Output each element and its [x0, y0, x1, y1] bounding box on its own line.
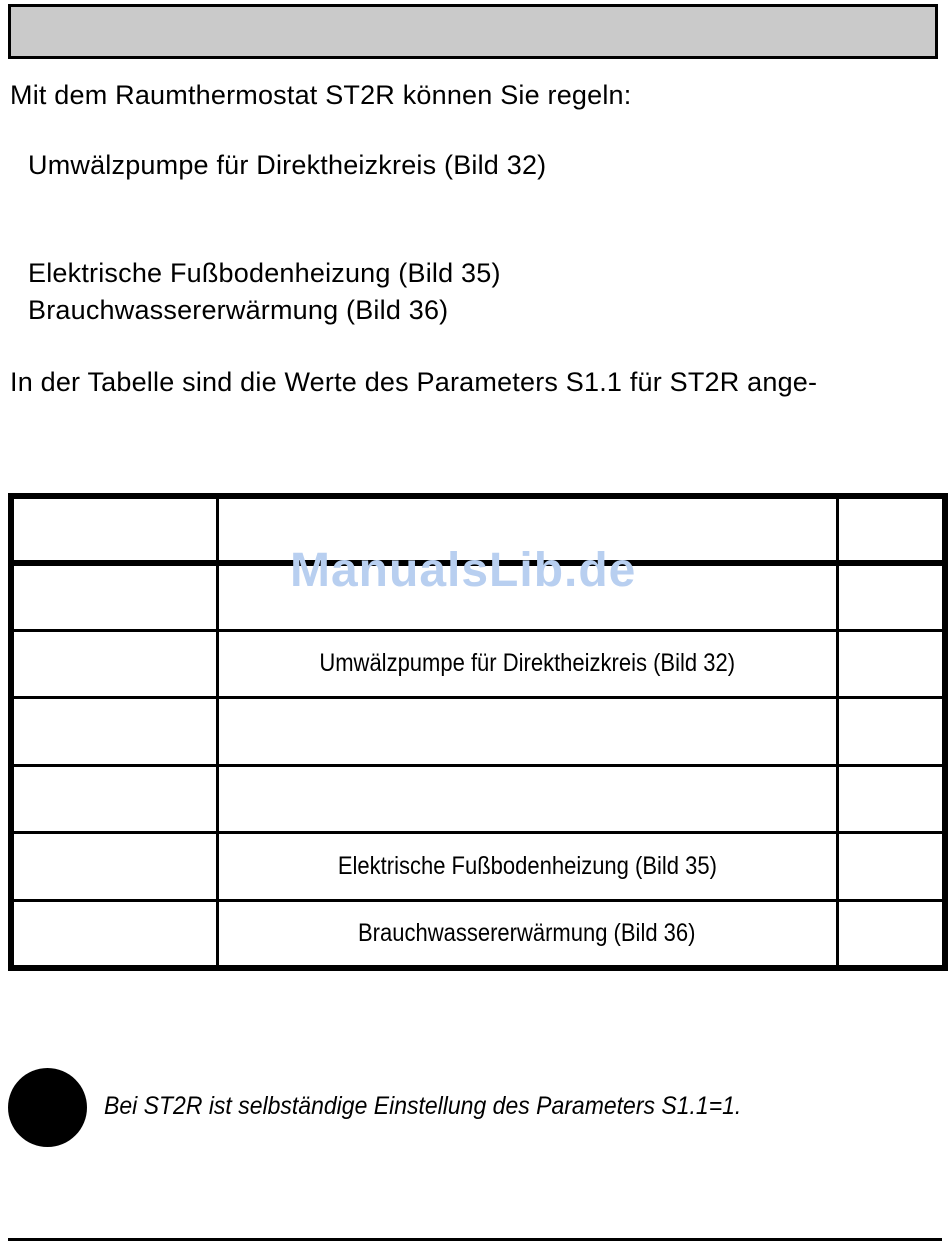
table-header-row	[11, 496, 945, 563]
table-row	[11, 563, 945, 631]
note-bullet-icon	[8, 1068, 87, 1147]
table-cell: Brauchwassererwärmung (Bild 36)	[217, 900, 837, 968]
table-cell	[837, 765, 945, 833]
table-cell	[837, 698, 945, 766]
intro-text: Mit dem Raumthermostat ST2R können Sie regeln:	[10, 80, 632, 110]
table-cell: Elektrische Fußbodenheizung (Bild 35)	[217, 833, 837, 901]
table-cell	[11, 833, 217, 901]
table-row	[11, 765, 945, 833]
table-cell	[11, 563, 217, 631]
header-bar	[8, 4, 938, 59]
parameter-table	[8, 493, 948, 971]
note-text: Bei ST2R ist selbständige Einstellung des Parameters S1.1=1.	[104, 1092, 742, 1120]
table-cell	[11, 900, 217, 968]
table-cell	[837, 833, 945, 901]
table-cell	[837, 563, 945, 631]
table-cell	[11, 765, 217, 833]
table-row	[11, 833, 945, 901]
table-cell	[217, 496, 837, 563]
watermark: ManualsLib.de	[290, 544, 637, 597]
table-cell	[217, 698, 837, 766]
table-row	[11, 630, 945, 698]
table-intro-text: In der Tabelle sind die Werte des Parameters S1.1 für ST2R ange-	[10, 367, 818, 397]
table-cell	[837, 496, 945, 563]
table-row	[11, 900, 945, 968]
list-item: Elektrische Fußbodenheizung (Bild 35)	[28, 258, 501, 288]
table-cell	[11, 630, 217, 698]
table-cell	[837, 900, 945, 968]
table-cell	[837, 630, 945, 698]
table-cell	[11, 698, 217, 766]
table-cell	[11, 496, 217, 563]
table-cell	[217, 765, 837, 833]
table-cell: Umwälzpumpe für Direktheizkreis (Bild 32)	[217, 630, 837, 698]
footer-divider	[8, 1238, 942, 1241]
list-item: Brauchwassererwärmung (Bild 36)	[28, 295, 449, 325]
table-cell	[217, 563, 837, 631]
list-item: Umwälzpumpe für Direktheizkreis (Bild 32)	[28, 150, 547, 180]
table-row	[11, 698, 945, 766]
